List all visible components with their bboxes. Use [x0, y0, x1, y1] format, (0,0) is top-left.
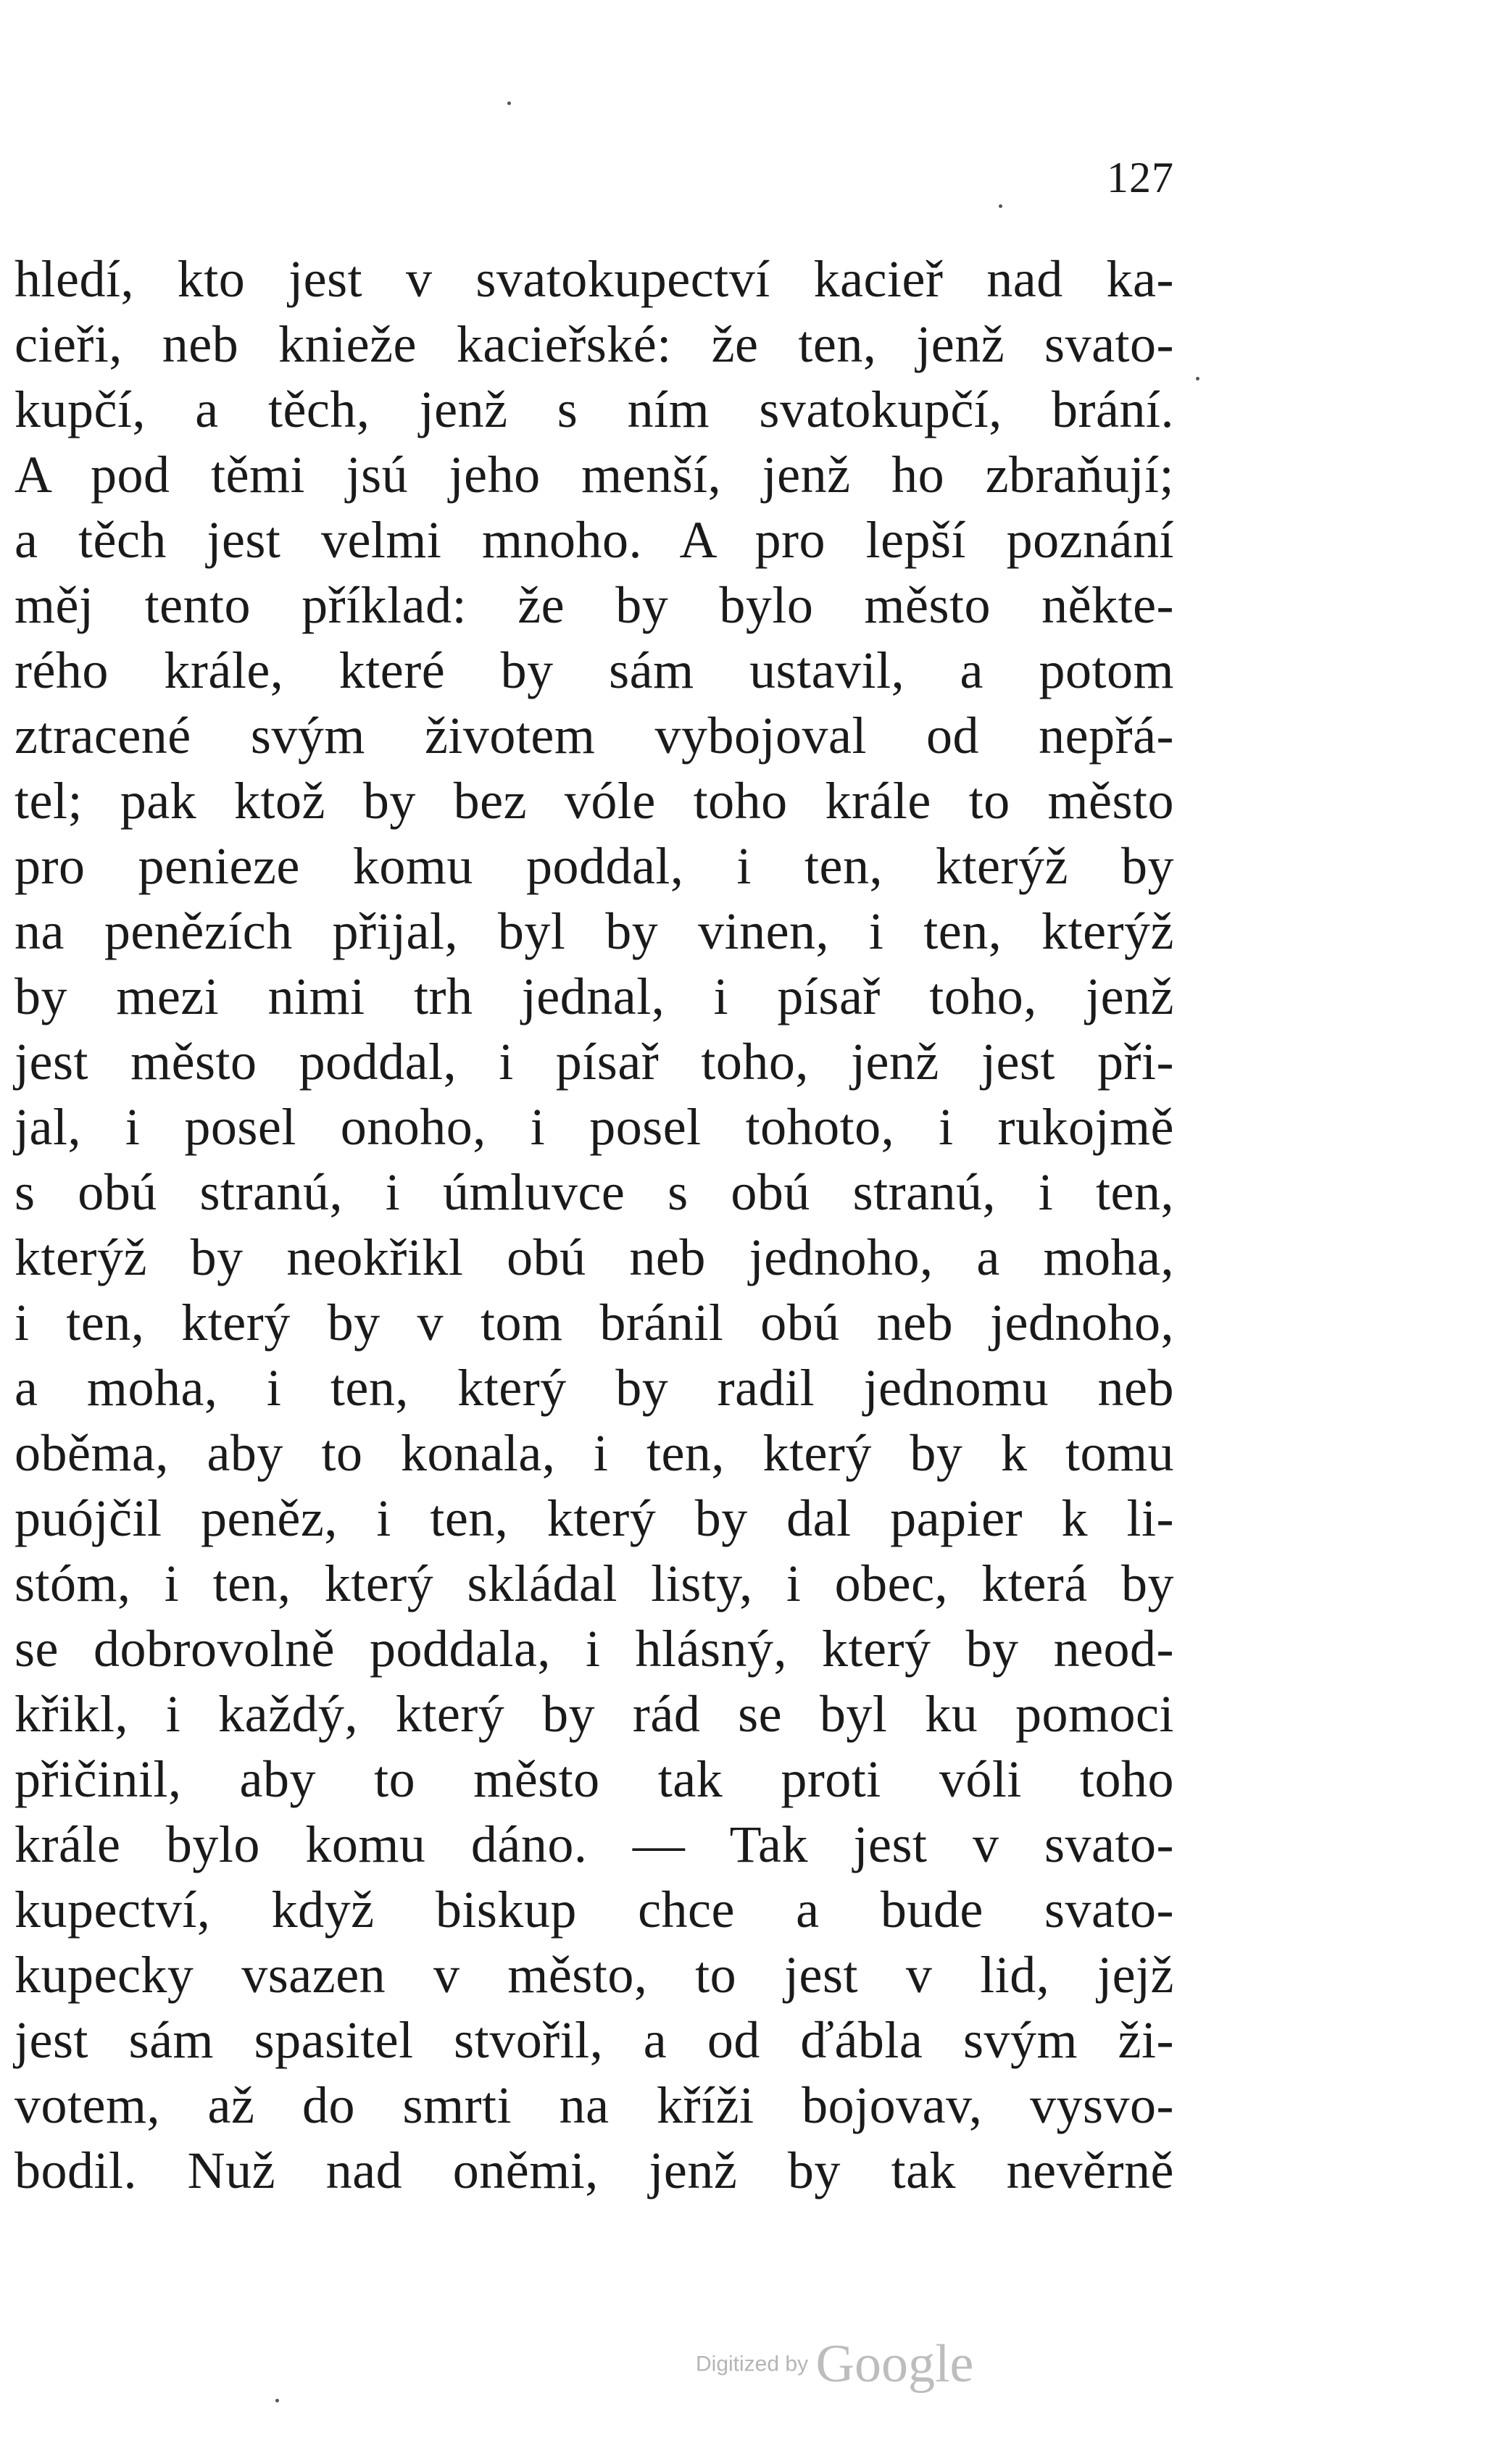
watermark-prefix: Digitized by [696, 2352, 809, 2376]
text-line: s obú stranú, i úmluvce s obú stranú, i ten, [14, 1163, 1174, 1221]
text-line: hledí, kto jest v svatokupectví kacieř nad ka- [14, 250, 1174, 308]
text-line: měj tento příklad: že by bylo město někte- [14, 576, 1174, 634]
text-line: kterýž by neokřikl obú neb jednoho, a moha, [14, 1228, 1174, 1286]
text-line: přičinil, aby to město tak proti vóli toho [14, 1750, 1174, 1808]
page-number: 127 [1107, 154, 1174, 201]
text-line: pro penieze komu poddal, i ten, kterýž by [14, 837, 1174, 895]
text-line: kupecky vsazen v město, to jest v lid, jejž [14, 1946, 1174, 2004]
body-text [14, 246, 1174, 2203]
text-line: cieři, neb knieže kacieřské: že ten, jenž svato- [14, 315, 1174, 373]
print-speck [275, 2399, 279, 2402]
text-line: puójčil peněz, i ten, který by dal papier k li- [14, 1489, 1174, 1547]
text-line: křikl, i každý, který by rád se byl ku pomoci [14, 1685, 1174, 1743]
print-speck [1196, 377, 1199, 380]
text-line: jest sám spasitel stvořil, a od ďábla svým ži- [14, 2011, 1174, 2069]
print-speck [999, 204, 1002, 208]
text-line: krále bylo komu dáno. — Tak jest v svato- [14, 1815, 1174, 1873]
text-line: A pod těmi jsú jeho menší, jenž ho zbraňují; [14, 446, 1174, 504]
text-line: tel; pak ktož by bez vóle toho krále to město [14, 772, 1174, 830]
text-line: stóm, i ten, který skládal listy, i obec, která by [14, 1554, 1174, 1612]
print-speck [507, 101, 511, 105]
text-line: bodil. Nuž nad oněmi, jenž by tak nevěrně [14, 2142, 1174, 2199]
text-line: jal, i posel onoho, i posel tohoto, i rukojmě [14, 1098, 1174, 1156]
text-line: kupčí, a těch, jenž s ním svatokupčí, brání. [14, 380, 1174, 438]
text-line: kupectví, když biskup chce a bude svato- [14, 1881, 1174, 1939]
text-line: ztracené svým životem vybojoval od nepřá- [14, 707, 1174, 765]
digitized-watermark [696, 2334, 973, 2395]
text-line: i ten, který by v tom bránil obú neb jednoho, [14, 1294, 1174, 1352]
text-line: rého krále, které by sám ustavil, a potom [14, 641, 1174, 699]
text-line: a těch jest velmi mnoho. A pro lepší poznání [14, 511, 1174, 569]
text-line: a moha, i ten, který by radil jednomu neb [14, 1359, 1174, 1417]
text-line: by mezi nimi trh jednal, i písař toho, jenž [14, 967, 1174, 1025]
text-line: se dobrovolně poddala, i hlásný, který by neod- [14, 1620, 1174, 1678]
watermark-brand: Google [815, 2334, 974, 2394]
text-line: jest město poddal, i písař toho, jenž jest při- [14, 1033, 1174, 1091]
text-line: na penězích přijal, byl by vinen, i ten, kterýž [14, 902, 1174, 960]
text-line: oběma, aby to konala, i ten, který by k tomu [14, 1424, 1174, 1482]
text-line: votem, až do smrti na kříži bojovav, vysvo- [14, 2076, 1174, 2134]
